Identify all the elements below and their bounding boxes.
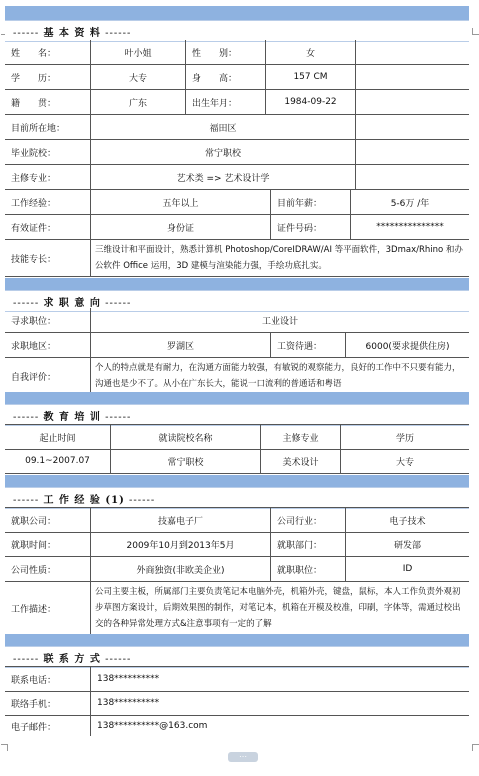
gender-label: 性 别： bbox=[185, 40, 265, 64]
table-row bbox=[5, 666, 469, 692]
mobile-value: 138********** bbox=[90, 691, 469, 715]
table-row bbox=[5, 308, 469, 333]
area-label: 求职地区： bbox=[11, 341, 57, 352]
edu-header-school: 就读院校名称 bbox=[110, 425, 260, 449]
origin-label: 籍 贯： bbox=[11, 98, 57, 109]
area-value: 罗湖区 bbox=[90, 333, 270, 357]
table-row bbox=[5, 716, 469, 736]
id-value: 身份证 bbox=[90, 215, 270, 239]
table-row bbox=[5, 165, 469, 190]
industry-value: 电子技术 bbox=[345, 508, 469, 532]
position-label: 就职职位： bbox=[270, 557, 345, 581]
major-value: 艺术类 => 艺术设计学 bbox=[90, 165, 355, 189]
idno-value: *************** bbox=[350, 215, 469, 239]
table-row bbox=[5, 190, 469, 215]
table-row bbox=[5, 449, 469, 474]
name-value: 叶小姐 bbox=[90, 40, 185, 64]
edu-label: 学 历： bbox=[11, 73, 57, 84]
birth-value: 1984-09-22 bbox=[265, 90, 355, 114]
crop-mark bbox=[472, 744, 479, 751]
crop-mark bbox=[1, 744, 8, 751]
company-label: 就职公司： bbox=[11, 516, 57, 527]
crop-mark bbox=[472, 28, 479, 35]
edu-major: 美术设计 bbox=[260, 449, 340, 473]
table-row bbox=[5, 333, 469, 358]
exp-label: 工作经验： bbox=[11, 198, 57, 209]
pay-label: 工资待遇： bbox=[270, 333, 345, 357]
photo-cell bbox=[355, 140, 469, 164]
height-value: 157 CM bbox=[265, 65, 355, 89]
mobile-label: 联络手机： bbox=[11, 699, 57, 710]
photo-cell bbox=[355, 165, 469, 189]
skill-value: 三维设计和平面设计，熟悉计算机 Photoshop/CoreIDRAW/AI 等平面软件，3Dmax/Rhino 和办公软件 Office 运用，3D 建模与渲染能力强，手绘功底扎实。 bbox=[90, 240, 469, 276]
phone-value: 138********** bbox=[90, 667, 469, 691]
dept-value: 研发部 bbox=[345, 532, 469, 556]
edu-header-degree: 学历 bbox=[340, 425, 469, 449]
basic-section-header: ------ 基 本 资 料 ------ bbox=[5, 20, 469, 42]
eval-value: 个人的特点就是有耐力，在沟通方面能力较强，有敏锐的观察能力，良好的工作中不只要有能力，沟通也是少不了。从小在广东长大，能说一口流利的普通话和粤语 bbox=[90, 358, 469, 394]
table-row bbox=[5, 215, 469, 240]
photo-cell bbox=[355, 115, 469, 139]
edu-value: 大专 bbox=[90, 65, 185, 89]
photo-cell bbox=[355, 90, 469, 114]
dept-label: 就职部门： bbox=[270, 532, 345, 556]
photo-cell bbox=[355, 65, 469, 89]
origin-value: 广东 bbox=[90, 90, 185, 114]
photo-cell bbox=[355, 40, 469, 64]
height-label: 身 高： bbox=[185, 65, 265, 89]
table-row bbox=[5, 557, 469, 582]
location-label: 目前所在地： bbox=[11, 123, 66, 134]
company-value: 技嘉电子厂 bbox=[90, 508, 270, 532]
edu-header-period: 起止时间 bbox=[39, 433, 76, 444]
intent-section-header: ------ 求 职 意 向 ------ bbox=[5, 290, 469, 312]
skill-label: 技能专长： bbox=[11, 254, 57, 265]
table-row bbox=[5, 140, 469, 165]
edu-period: 09.1~2007.07 bbox=[25, 456, 90, 466]
school-value: 常宁职校 bbox=[90, 140, 355, 164]
time-value: 2009年10月到2013年5月 bbox=[90, 532, 270, 556]
table-row bbox=[5, 582, 469, 635]
industry-label: 公司行业： bbox=[270, 508, 345, 532]
edu-degree: 大专 bbox=[340, 449, 469, 473]
idno-label: 证件号码： bbox=[270, 215, 350, 239]
table-row bbox=[5, 424, 469, 450]
nature-value: 外商独资(非欧美企业) bbox=[90, 557, 270, 581]
table-row bbox=[5, 40, 469, 65]
table-row bbox=[5, 115, 469, 140]
edu-header-major: 主修专业 bbox=[260, 425, 340, 449]
post-value: 工业设计 bbox=[90, 308, 469, 332]
table-row bbox=[5, 65, 469, 90]
gender-value: 女 bbox=[265, 40, 355, 64]
major-label: 主修专业： bbox=[11, 173, 57, 184]
table-row bbox=[5, 532, 469, 557]
desc-label: 工作描述： bbox=[11, 604, 57, 615]
section-divider-bar bbox=[5, 6, 469, 20]
table-row bbox=[5, 240, 469, 277]
eval-label: 自我评价： bbox=[11, 372, 57, 383]
exp-value: 五年以上 bbox=[90, 190, 270, 214]
location-value: 福田区 bbox=[90, 115, 355, 139]
school-label: 毕业院校： bbox=[11, 148, 57, 159]
table-row bbox=[5, 507, 469, 533]
email-label: 电子邮件： bbox=[11, 722, 57, 733]
post-label: 寻求职位： bbox=[11, 316, 57, 327]
salary-label: 目前年薪： bbox=[270, 190, 350, 214]
contact-section-header: ------ 联 系 方 式 ------ bbox=[5, 646, 469, 668]
birth-label: 出生年月： bbox=[185, 90, 265, 114]
edu-school: 常宁职校 bbox=[110, 449, 260, 473]
position-value: ID bbox=[345, 557, 469, 581]
id-label: 有效证件： bbox=[11, 223, 57, 234]
salary-value: 5-6万 /年 bbox=[350, 190, 469, 214]
name-label: 姓 名： bbox=[11, 48, 57, 59]
education-section-header: ------ 教 育 培 训 ------ bbox=[5, 404, 469, 426]
pay-value: 6000(要求提供住房) bbox=[345, 333, 469, 357]
table-row bbox=[5, 358, 469, 395]
nature-label: 公司性质： bbox=[11, 565, 57, 576]
page-break-handle[interactable]: ⋯ bbox=[228, 752, 258, 762]
table-row bbox=[5, 691, 469, 716]
table-row bbox=[5, 90, 469, 115]
email-value: 138**********@163.com bbox=[90, 716, 469, 736]
time-label: 就职时间： bbox=[11, 540, 57, 551]
desc-value: 公司主要主板，所属部门主要负责笔记本电脑外壳，机箱外壳，键盘，鼠标，本人工作负责外观初步草图方案设计，后期效果图的制作，对笔记本，机箱在开模及校准，印刷，字体等，需通过校出交的各种异常处理方式&注意事项有一定的了解 bbox=[90, 582, 469, 634]
work-section-header: ------ 工 作 经 验 (1) ------ bbox=[5, 487, 469, 509]
phone-label: 联系电话： bbox=[11, 675, 57, 686]
